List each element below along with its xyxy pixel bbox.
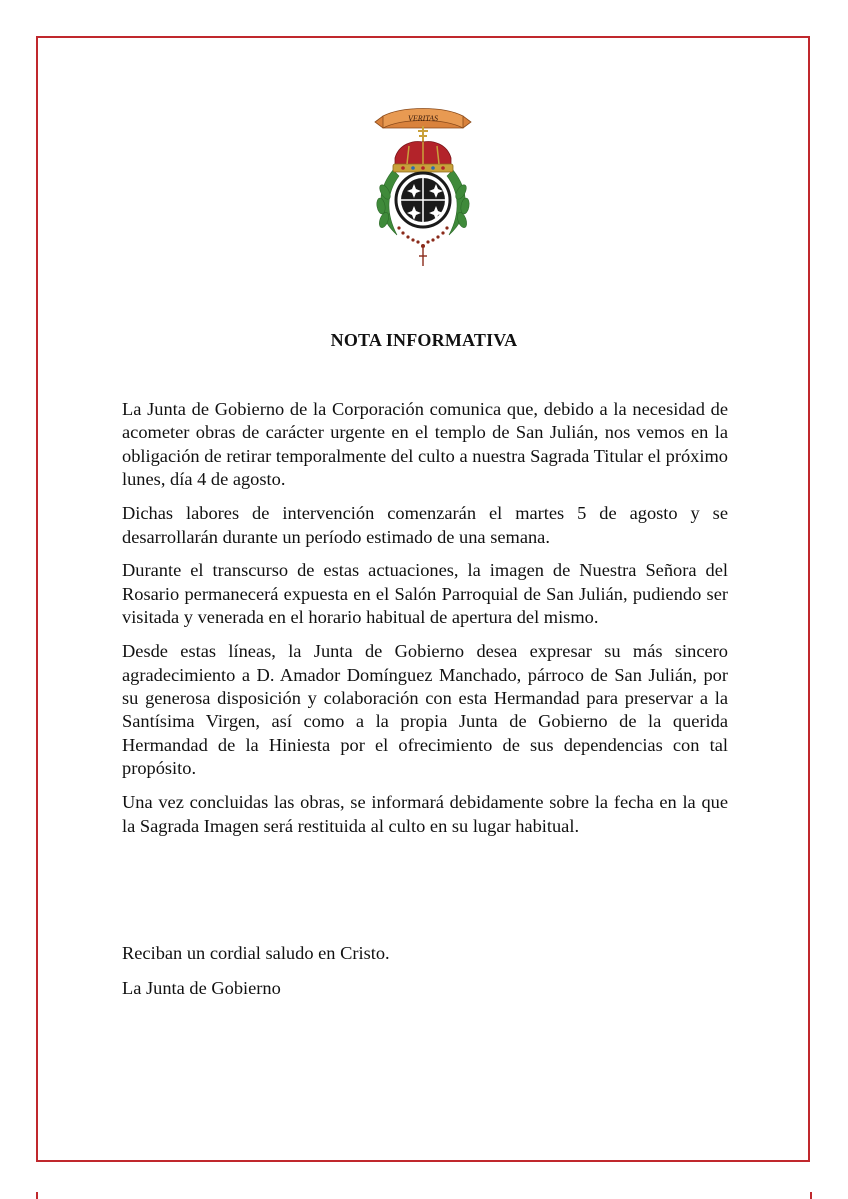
paragraph: La Junta de Gobierno de la Corporación comunica que, debido a la necesidad de acometer obras de carácter urgente en el templo de San Julián, nos vemos en la obligación de retirar temporalmente del culto a nuestra Sagrada Titular el próximo lunes, día 4 de agosto. <box>122 399 728 490</box>
paragraph: Dichas labores de intervención comenzarán el martes 5 de agosto y se desarrollarán durante un período estimado de una semana. <box>122 503 728 547</box>
paragraph: Una vez concluidas las obras, se informará debidamente sobre la fecha en la que la Sagrada Imagen será restituida al culto en su lugar habitual. <box>122 792 728 836</box>
signature: La Junta de Gobierno <box>122 978 281 999</box>
greeting: Reciban un cordial saludo en Cristo. <box>122 943 390 963</box>
paragraph: Desde estas líneas, la Junta de Gobierno desea expresar su más sincero agradecimiento a D. Amador Domínguez Manchado, párroco de San Julián, por su generosa disposición y colaboración con esta Hermandad para preservar a la Santísima Virgen, así como a la propia Junta de Gobierno de la querida Hermandad de la Hiniesta por el ofrecimiento de sus dependencias con tal propósito. <box>122 641 728 779</box>
page-edge-mark-right <box>810 1192 812 1199</box>
page-edge-mark-left <box>36 1192 38 1199</box>
page-title: NOTA INFORMATIVA <box>330 330 518 350</box>
notice-body <box>122 398 728 848</box>
crest-motto: VERITAS <box>407 114 439 123</box>
closing-block <box>122 942 728 1013</box>
brotherhood-crest-icon <box>363 100 483 270</box>
paragraph: Durante el transcurso de estas actuaciones, la imagen de Nuestra Señora del Rosario permanecerá expuesta en el Salón Parroquial de San Julián, pudiendo ser visitada y venerada en el horario habitual de apertura del mismo. <box>122 560 728 628</box>
